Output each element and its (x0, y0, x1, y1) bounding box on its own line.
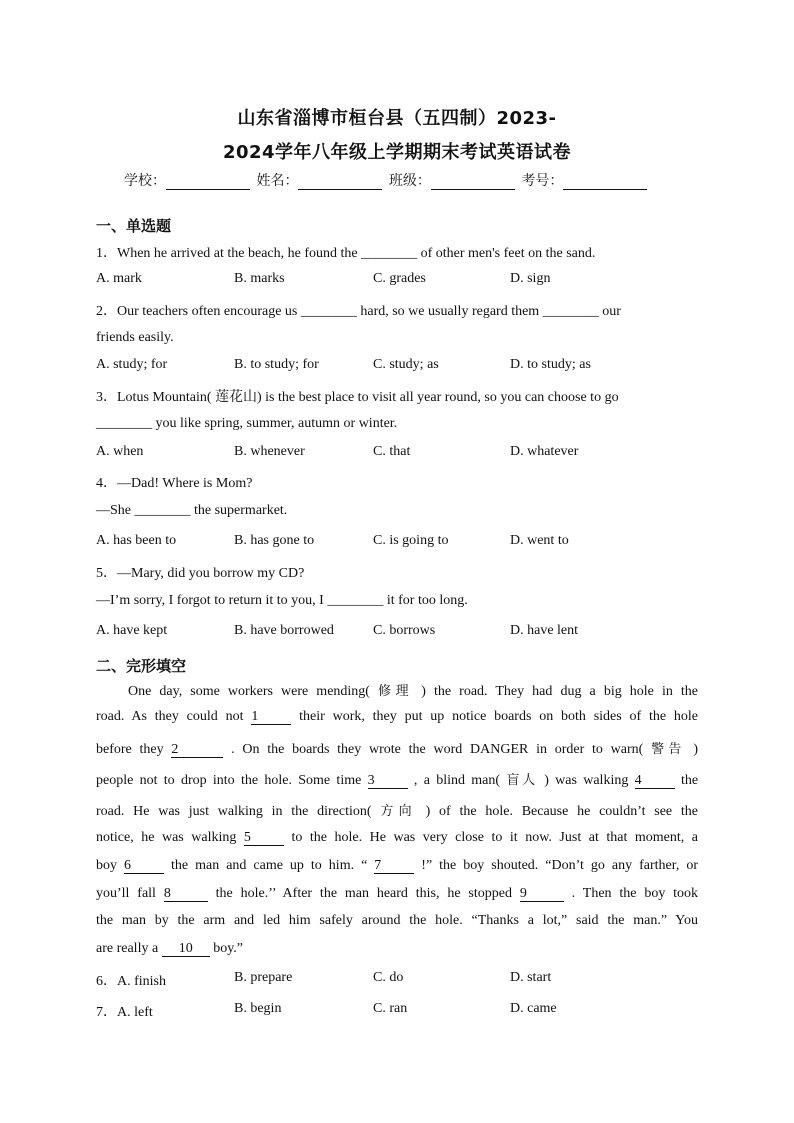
class-field (389, 170, 517, 190)
option-d[interactable]: D. whatever (510, 444, 579, 459)
cloze-blank-5[interactable]: 5 (244, 830, 284, 846)
option-c[interactable]: C. ran (373, 1001, 408, 1016)
passage-text: the hole.’’ After the man heard this, he stopped (215, 886, 512, 901)
cloze-blank-2[interactable]: 2 (171, 742, 223, 758)
passage-text: . On the boards they wrote the word DANGER in order to warn( (231, 742, 644, 757)
passage-text: , a blind man( (413, 773, 501, 788)
exam-title-line2: 2024学年八年级上学期期末考试英语试卷 (222, 142, 572, 163)
option-a[interactable]: A. when (96, 444, 144, 459)
passage-text: to the hole. He was very close to it now. Just at that moment, a (291, 830, 699, 845)
school-blank[interactable] (166, 175, 250, 190)
passage-line-10 (96, 941, 698, 957)
cloze-blank-1[interactable]: 1 (251, 709, 291, 725)
cloze-blank-4[interactable]: 4 (635, 773, 675, 789)
question-1-stem: 1．When he arrived at the beach, he found the ________ of other men's feet on the sand. (96, 246, 596, 261)
cloze-blank-6[interactable]: 6 (124, 858, 164, 874)
passage-text: road. As they could not (96, 709, 244, 724)
question-5-stem-line2: —I’m sorry, I forgot to return it to you, I ________ it for too long. (96, 593, 468, 608)
question-5-stem-line1: 5．—Mary, did you borrow my CD? (96, 566, 305, 581)
option-d[interactable]: D. to study; as (510, 357, 591, 372)
option-b[interactable]: B. have borrowed (234, 623, 334, 638)
option-d[interactable]: D. start (510, 970, 552, 985)
passage-text: ) (693, 742, 698, 757)
name-label: 姓名： (256, 173, 299, 189)
passage-text: boy (96, 858, 117, 873)
passage-line-1 (128, 680, 698, 700)
cloze-blank-3[interactable]: 3 (368, 773, 408, 789)
exam-number-blank[interactable] (563, 175, 647, 190)
exam-title-line1: 山东省淄博市桓台县（五四制）2023- (237, 108, 557, 129)
option-d[interactable]: D. went to (510, 533, 569, 548)
passage-text: the (680, 773, 699, 788)
option-a[interactable]: A. mark (96, 271, 142, 286)
option-b[interactable]: B. whenever (234, 444, 305, 459)
option-a[interactable]: 6．A. finish (96, 974, 166, 989)
section-heading-cloze: 二、完形填空 (96, 657, 187, 675)
cloze-blank-7[interactable]: 7 (374, 858, 414, 874)
school-field (124, 170, 252, 190)
option-a[interactable]: A. have kept (96, 623, 168, 638)
option-b[interactable]: B. marks (234, 271, 285, 286)
exam-number-label: 考号： (521, 173, 564, 189)
passage-line-5 (96, 800, 698, 820)
passage-chinese-gloss: 警告 (651, 742, 686, 757)
passage-chinese-gloss: 方向 (380, 804, 417, 819)
section-heading-single-choice: 一、单选题 (96, 217, 172, 235)
cloze-blank-10[interactable]: 10 (162, 941, 210, 957)
class-label: 班级： (388, 173, 431, 189)
option-d[interactable]: D. sign (510, 271, 551, 286)
school-label: 学校： (124, 173, 166, 189)
option-c[interactable]: C. grades (373, 271, 426, 286)
passage-text: ) was walking (544, 773, 629, 788)
passage-text: the man and came up to him. “ (171, 858, 368, 873)
name-blank[interactable] (298, 175, 382, 190)
passage-text: before they (96, 742, 164, 757)
question-2-stem-line1: 2．Our teachers often encourage us ________ hard, so we usually regard them ________ our (96, 304, 621, 319)
passage-text: ) of the hole. Because he couldn’t see the (425, 804, 698, 819)
passage-text: One day, some workers were mending( (128, 684, 370, 699)
option-b[interactable]: B. begin (234, 1001, 282, 1016)
option-b[interactable]: B. to study; for (234, 357, 319, 372)
passage-text: the man by the arm and led him safely around the hole. “Thanks a lot,” said the man.” You (96, 913, 698, 928)
passage-line-7 (96, 858, 698, 874)
passage-line-8 (96, 886, 698, 902)
passage-text: . Then the boy took (571, 886, 699, 901)
option-d[interactable]: D. have lent (510, 623, 579, 638)
student-info-row (124, 170, 649, 190)
passage-chinese-gloss: 盲人 (506, 773, 538, 788)
passage-line-4 (96, 769, 698, 789)
passage-line-9 (96, 913, 698, 929)
option-c[interactable]: C. is going to (373, 533, 449, 548)
passage-line-6 (96, 830, 698, 846)
option-a[interactable]: A. has been to (96, 533, 177, 548)
passage-line-3 (96, 738, 698, 758)
passage-text: ) the road. They had dug a big hole in the (421, 684, 699, 699)
option-c[interactable]: C. that (373, 444, 411, 459)
option-a[interactable]: A. study; for (96, 357, 168, 372)
exam-number-field (521, 170, 649, 190)
passage-text: are really a (96, 941, 159, 956)
passage-text: !” the boy shouted. “Don’t go any farther, or (421, 858, 699, 873)
passage-text: their work, they put up notice boards on both sides of the hole (299, 709, 699, 724)
question-4-stem-line1: 4．—Dad! Where is Mom? (96, 476, 253, 491)
passage-text: people not to drop into the hole. Some time (96, 773, 362, 788)
question-3-stem-line2: ________ you like spring, summer, autumn or winter. (96, 416, 398, 431)
question-2-stem-line2: friends easily. (96, 330, 174, 345)
passage-text: you’ll fall (96, 886, 156, 901)
option-b[interactable]: B. prepare (234, 970, 293, 985)
name-field (256, 170, 384, 190)
option-c[interactable]: C. do (373, 970, 404, 985)
question-3-stem-line1: 3．Lotus Mountain( 莲花山) is the best place to visit all year round, so you can choose to go (96, 390, 619, 405)
option-c[interactable]: C. study; as (373, 357, 439, 372)
passage-line-2 (96, 709, 698, 725)
option-b[interactable]: B. has gone to (234, 533, 315, 548)
passage-text: road. He was just walking in the direction( (96, 804, 372, 819)
cloze-blank-8[interactable]: 8 (164, 886, 208, 902)
cloze-blank-9[interactable]: 9 (520, 886, 564, 902)
option-d[interactable]: D. came (510, 1001, 557, 1016)
option-a[interactable]: 7．A. left (96, 1005, 153, 1020)
passage-chinese-gloss: 修理 (378, 684, 414, 699)
passage-text: notice, he was walking (96, 830, 237, 845)
passage-text: boy.” (213, 941, 243, 956)
option-c[interactable]: C. borrows (373, 623, 436, 638)
class-blank[interactable] (431, 175, 515, 190)
question-4-stem-line2: —She ________ the supermarket. (96, 503, 288, 518)
